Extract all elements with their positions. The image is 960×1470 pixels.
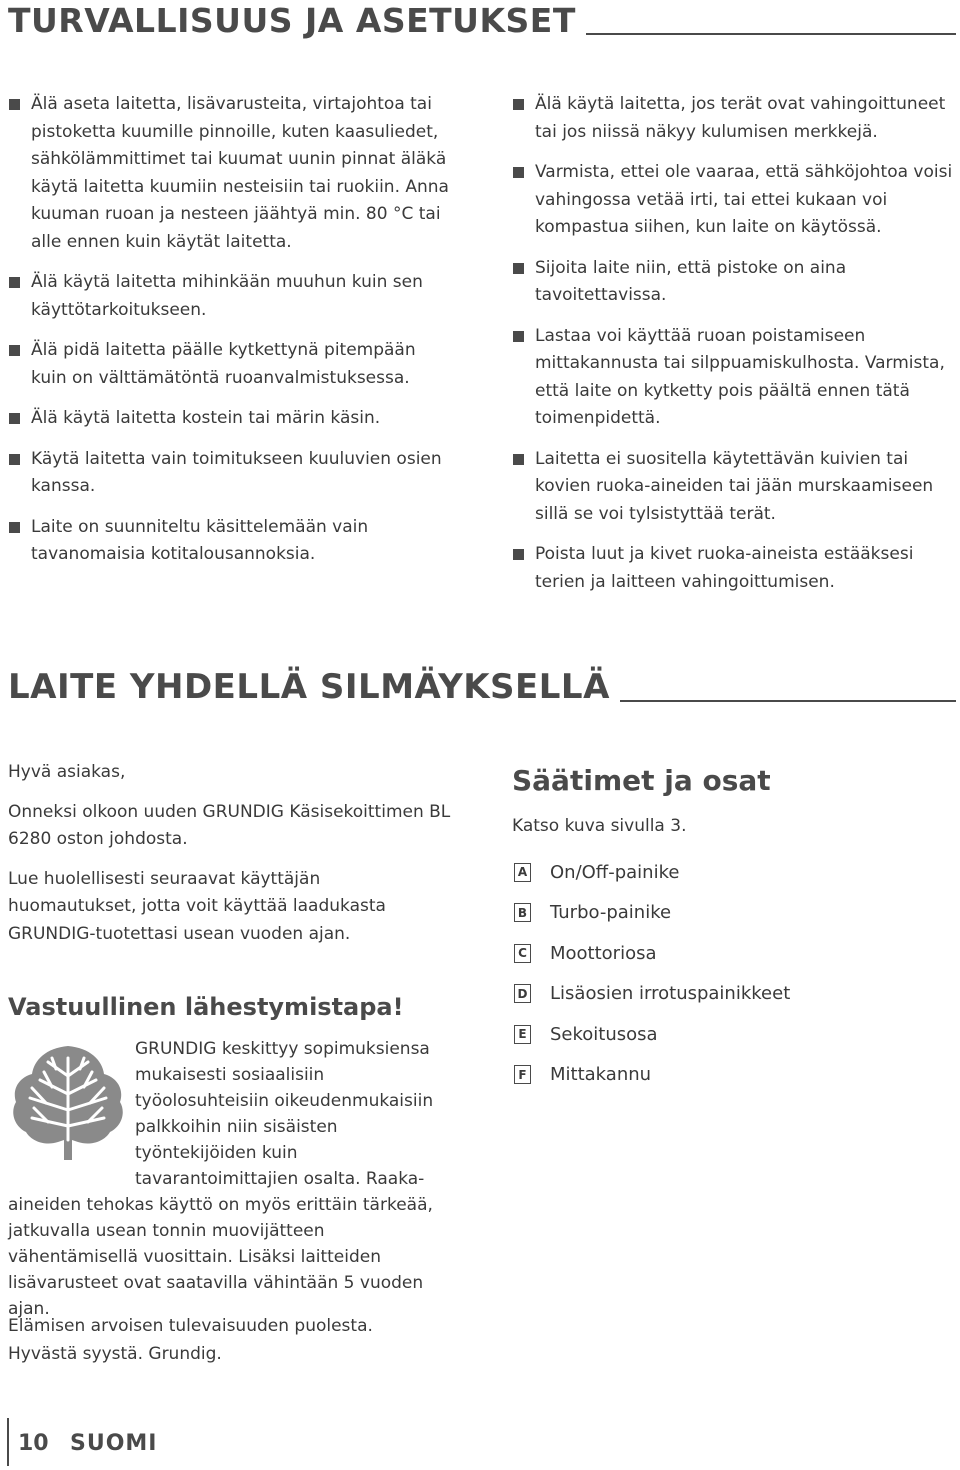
list-item <box>8 405 453 433</box>
square-bullet-icon <box>9 522 20 533</box>
page-number: 10 <box>18 1431 49 1456</box>
square-bullet-icon <box>513 454 524 465</box>
part-label: Turbo-painike <box>550 902 672 924</box>
list-item <box>8 446 453 501</box>
overview-heading <box>8 667 956 707</box>
safety-list-left <box>8 91 453 569</box>
responsible-text-block <box>8 1036 453 1322</box>
list-item-text: Älä aseta laitetta, lisävarusteita, virtajohtoa tai pistoketta kuumille pinnoille, kuten kaasuliedet, sähkölämmittimet tai kuumat uunin pinnat äläkä käytä laitetta kuumiin nesteisiin tai ruokiin. Anna kuuman ruoan ja nesteen jäähtyä min. 80 °C tai alle ennen kuin käytät laitetta. <box>31 94 449 252</box>
instructions-text: Lue huolellisesti seuraavat käyttäjän huomautukset, jotta voit käyttää laadukasta GRUNDIG-tuotettasi usean vuoden ajan. <box>8 868 386 944</box>
list-item <box>512 159 957 242</box>
responsible-heading: Vastuullinen lähestymistapa! <box>8 993 404 1021</box>
footer-divider <box>7 1418 9 1466</box>
list-item-text: Laite on suunniteltu käsittelemään vain tavanomaisia kotitalousannoksia. <box>31 516 369 564</box>
part-label: On/Off-painike <box>550 861 680 883</box>
list-item-text: Poista luut ja kivet ruoka-aineista estääksesi terien ja laitteen vahingoittumisen. <box>535 544 914 592</box>
square-bullet-icon <box>9 454 20 465</box>
safety-list-right <box>512 91 957 596</box>
heading-rule <box>586 33 956 35</box>
list-item-text: Älä pidä laitetta päälle kytkettynä pitempään kuin on välttämätöntä ruoanvalmistuksessa. <box>31 340 416 388</box>
list-item-text: Älä käytä laitetta mihinkään muuhun kuin sen käyttötarkoitukseen. <box>31 272 423 320</box>
tree-logo-icon <box>6 1036 131 1164</box>
responsible-text: GRUNDIG keskittyy sopimuksiensa mukaisesti sosiaalisiin työolosuhteisiin oikeudenmukaisiin palkkoihin niin sisäisten työntekijöiden kuin tavarantoimittajien osalta. Raaka-aineiden tehokas käyttö on myös erittäin tärkeää, jatkuvalla usean tonnin muovijätteen vähentämisellä vuosittain. Lisäksi laitteiden lisävarusteet ovat saatavilla vähintään 5 vuoden ajan. <box>8 1039 434 1319</box>
closing-line: Hyvästä syystä. Grundig. <box>8 1344 222 1364</box>
square-bullet-icon <box>513 99 524 110</box>
square-bullet-icon <box>9 277 20 288</box>
square-bullet-icon <box>9 99 20 110</box>
square-bullet-icon <box>513 549 524 560</box>
footer-language: SUOMI <box>70 1431 158 1456</box>
list-item <box>512 893 790 934</box>
heading-rule <box>620 700 956 702</box>
part-letter-badge: C <box>514 944 531 963</box>
list-item <box>8 337 453 392</box>
square-bullet-icon <box>513 263 524 274</box>
list-item-text: Laitetta ei suositella käytettävän kuivien tai kovien ruoka-aineiden tai jään murskaamiseen sillä se voi tylsistyttää terät. <box>535 448 934 524</box>
part-label: Mittakannu <box>550 1064 652 1086</box>
greeting: Hyvä asiakas, <box>8 762 126 782</box>
list-item-text: Käytä laitetta vain toimitukseen kuuluvien osien kanssa. <box>31 448 442 496</box>
intro-text <box>8 759 453 960</box>
part-letter-badge: E <box>514 1025 531 1044</box>
closing-text <box>8 1312 453 1368</box>
list-item <box>512 91 957 146</box>
part-letter-badge: D <box>514 984 531 1003</box>
list-item <box>512 852 790 893</box>
list-item <box>512 933 790 974</box>
part-letter-badge: A <box>514 863 531 882</box>
part-label: Sekoitusosa <box>550 1023 658 1045</box>
overview-heading-text: LAITE YHDELLÄ SILMÄYKSELLÄ <box>8 667 610 707</box>
list-item <box>512 1055 790 1096</box>
part-label: Moottoriosa <box>550 942 657 964</box>
list-item <box>512 1014 790 1055</box>
list-item-text: Älä käytä laitetta kostein tai märin käsin. <box>31 408 381 428</box>
safety-heading <box>8 1 956 40</box>
closing-line: Elämisen arvoisen tulevaisuuden puolesta. <box>8 1316 373 1336</box>
square-bullet-icon <box>9 345 20 356</box>
list-item <box>8 514 453 569</box>
list-item <box>512 255 957 310</box>
list-item-text: Varmista, ettei ole vaaraa, että sähköjohtoa voisi vahingossa vetää irti, tai ettei kukaan voi kompastua siihen, kun laite on käytössä. <box>535 162 953 237</box>
list-item <box>512 323 957 433</box>
list-item <box>512 541 957 596</box>
list-item <box>8 269 453 324</box>
controls-intro: Katso kuva sivulla 3. <box>512 816 687 836</box>
list-item-text: Lastaa voi käyttää ruoan poistamiseen mittakannusta tai silppuamiskulhosta. Varmista, että laite on kytketty pois päältä ennen tätä toimenpidettä. <box>535 325 945 428</box>
safety-left-column <box>8 91 453 582</box>
list-item <box>8 91 453 256</box>
square-bullet-icon <box>9 413 20 424</box>
congratulations-text: Onneksi olkoon uuden GRUNDIG Käsisekoittimen BL 6280 oston johdosta. <box>8 801 451 849</box>
list-item <box>512 974 790 1015</box>
square-bullet-icon <box>513 167 524 178</box>
list-item-text: Älä käytä laitetta, jos terät ovat vahingoittuneet tai jos niissä näkyy kulumisen merkkejä. <box>535 94 946 142</box>
list-item-text: Sijoita laite niin, että pistoke on aina tavoitettavissa. <box>535 257 847 305</box>
part-label: Lisäosien irrotuspainikkeet <box>550 983 791 1005</box>
safety-heading-text: TURVALLISUUS JA ASETUKSET <box>8 1 576 40</box>
safety-right-column <box>512 91 957 609</box>
part-letter-badge: B <box>514 903 531 922</box>
parts-list <box>512 852 790 1095</box>
part-letter-badge: F <box>514 1065 531 1084</box>
controls-heading: Säätimet ja osat <box>512 764 771 797</box>
square-bullet-icon <box>513 331 524 342</box>
list-item <box>512 446 957 529</box>
